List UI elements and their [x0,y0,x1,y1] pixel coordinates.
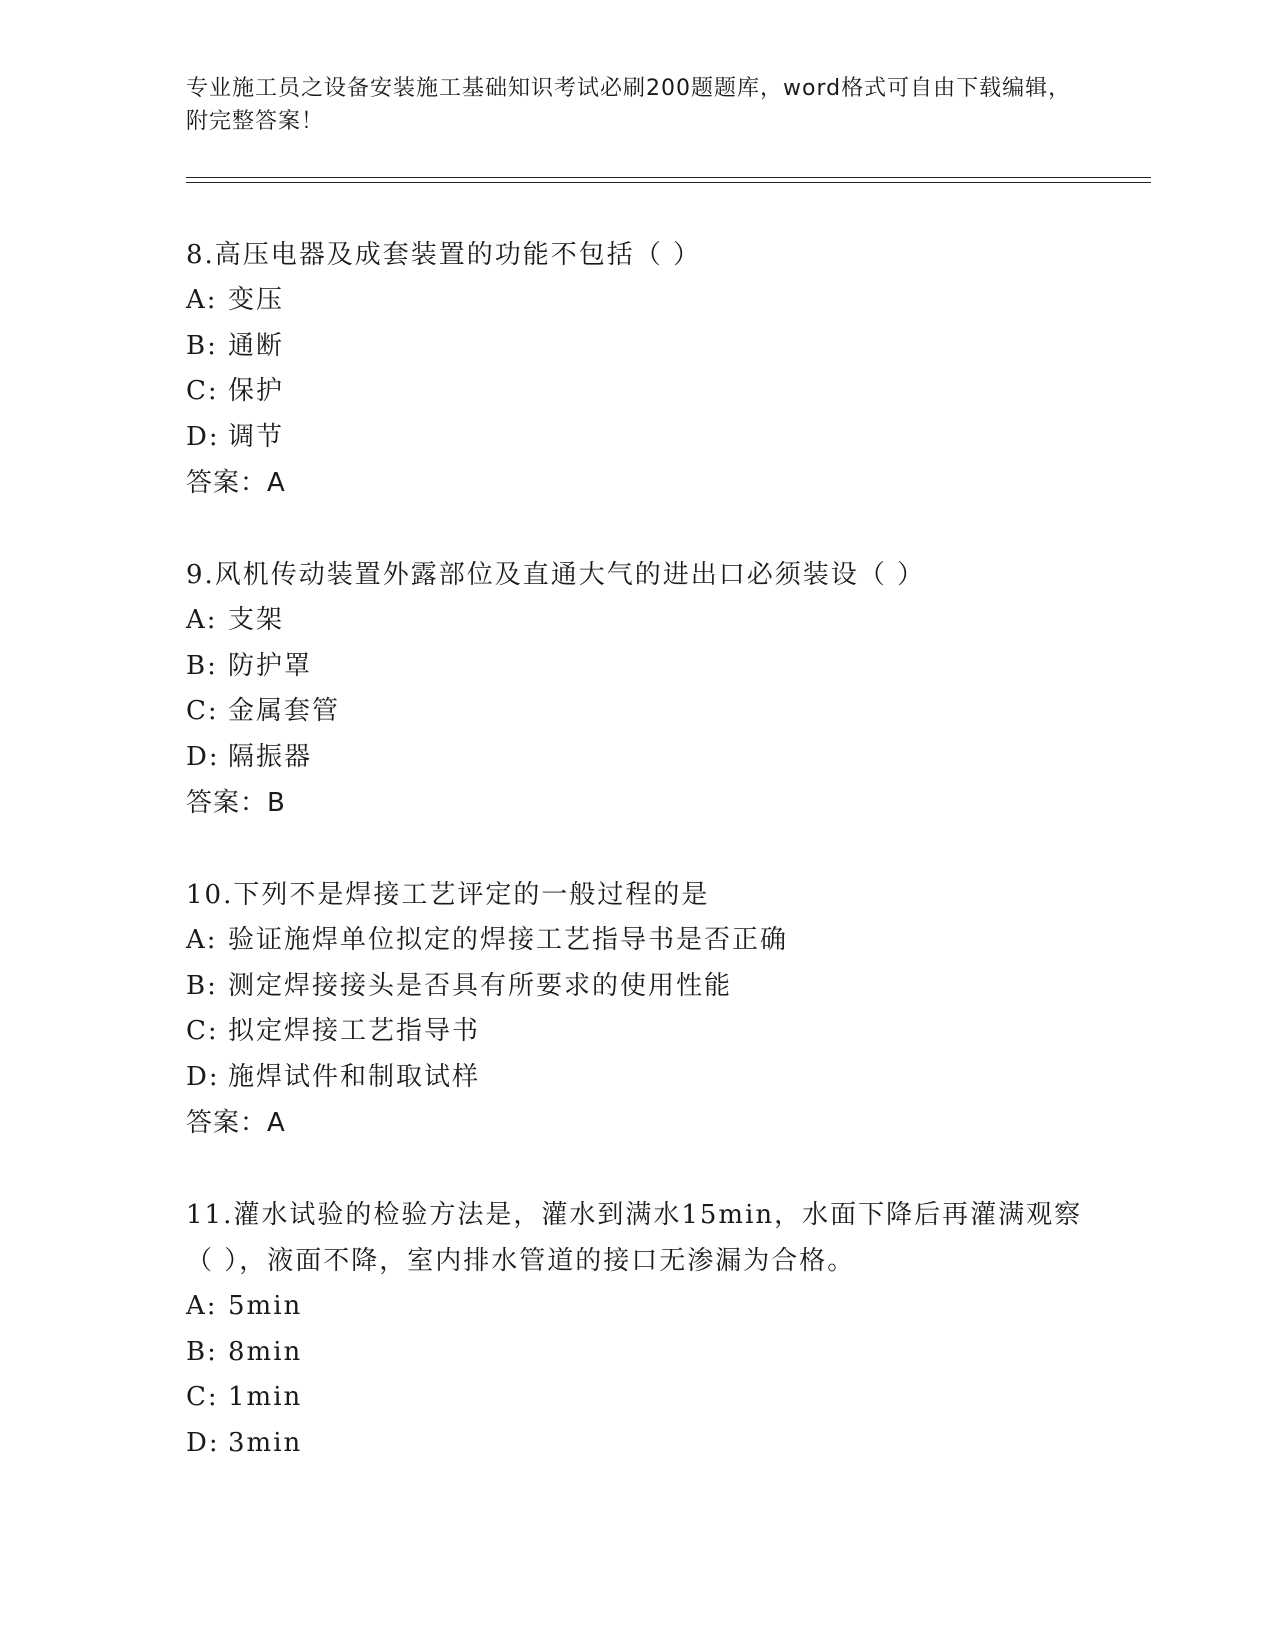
option-text: 防护罩 [228,650,313,681]
option-a [186,598,1086,644]
option-text: 隔振器 [228,741,313,772]
answer-line: 答案：B [186,788,286,818]
option-c [186,1009,1086,1055]
header-divider-bottom [186,182,1151,183]
option-d [186,735,1086,781]
option-text: 8min [228,1336,303,1367]
option-text: 变压 [228,285,285,315]
option-d [186,1421,1086,1467]
option-text: 5min [228,1291,303,1321]
option-text: 施焊试件和制取试样 [228,1061,481,1092]
option-text: 3min [228,1427,303,1458]
option-b [186,324,1086,370]
option-letter: D: [186,741,220,772]
answer-line: 答案：A [186,1108,286,1138]
option-letter: A: [186,605,218,635]
option-b [186,1330,1086,1376]
option-letter: C: [186,376,219,406]
option-letter: A: [186,285,218,315]
document-header: 专业施工员之设备安装施工基础知识考试必刷200题题库，word格式可自由下载编辑，附完整答案！ [186,76,1072,134]
option-letter: B: [186,1336,218,1367]
option-text: 调节 [228,421,285,452]
option-a [186,1284,1086,1330]
option-b [186,644,1086,690]
question-stem: 10.下列不是焊接工艺评定的一般过程的是 [186,880,710,910]
option-letter: D: [186,1061,220,1092]
question-stem: 9.风机传动装置外露部位及直通大气的进出口必须装设（ ） [186,560,926,590]
option-c [186,369,1086,415]
option-text: 拟定焊接工艺指导书 [228,1016,481,1046]
question-10 [186,872,1086,1146]
option-text: 1min [228,1382,303,1412]
header-divider-top [186,177,1151,178]
option-letter: C: [186,1016,219,1046]
option-letter: A: [186,1291,218,1321]
option-c [186,1375,1086,1421]
option-text: 测定焊接接头是否具有所要求的使用性能 [228,970,733,1001]
question-9 [186,552,1086,826]
option-d [186,415,1086,461]
option-text: 保护 [228,376,285,406]
question-8 [186,232,1086,506]
option-letter: C: [186,1382,219,1412]
option-text: 通断 [228,330,285,361]
option-letter: A: [186,925,218,955]
option-letter: B: [186,650,218,681]
option-letter: D: [186,1427,220,1458]
option-a [186,918,1086,964]
question-stem: 11.灌水试验的检验方法是，灌水到满水15min，水面下降后再灌满观察（ ），液面不降，室内排水管道的接口无渗漏为合格。 [186,1200,1083,1276]
option-text: 金属套管 [228,696,341,726]
option-letter: D: [186,421,220,452]
option-text: 验证施焊单位拟定的焊接工艺指导书是否正确 [228,925,789,955]
question-11 [186,1192,1086,1466]
answer-line: 答案：A [186,468,286,498]
option-d [186,1055,1086,1101]
option-letter: C: [186,696,219,726]
option-a [186,278,1086,324]
option-text: 支架 [228,605,285,635]
option-b [186,964,1086,1010]
option-c [186,689,1086,735]
question-stem: 8.高压电器及成套装置的功能不包括（ ） [186,240,702,270]
option-letter: B: [186,330,218,361]
option-letter: B: [186,970,218,1001]
